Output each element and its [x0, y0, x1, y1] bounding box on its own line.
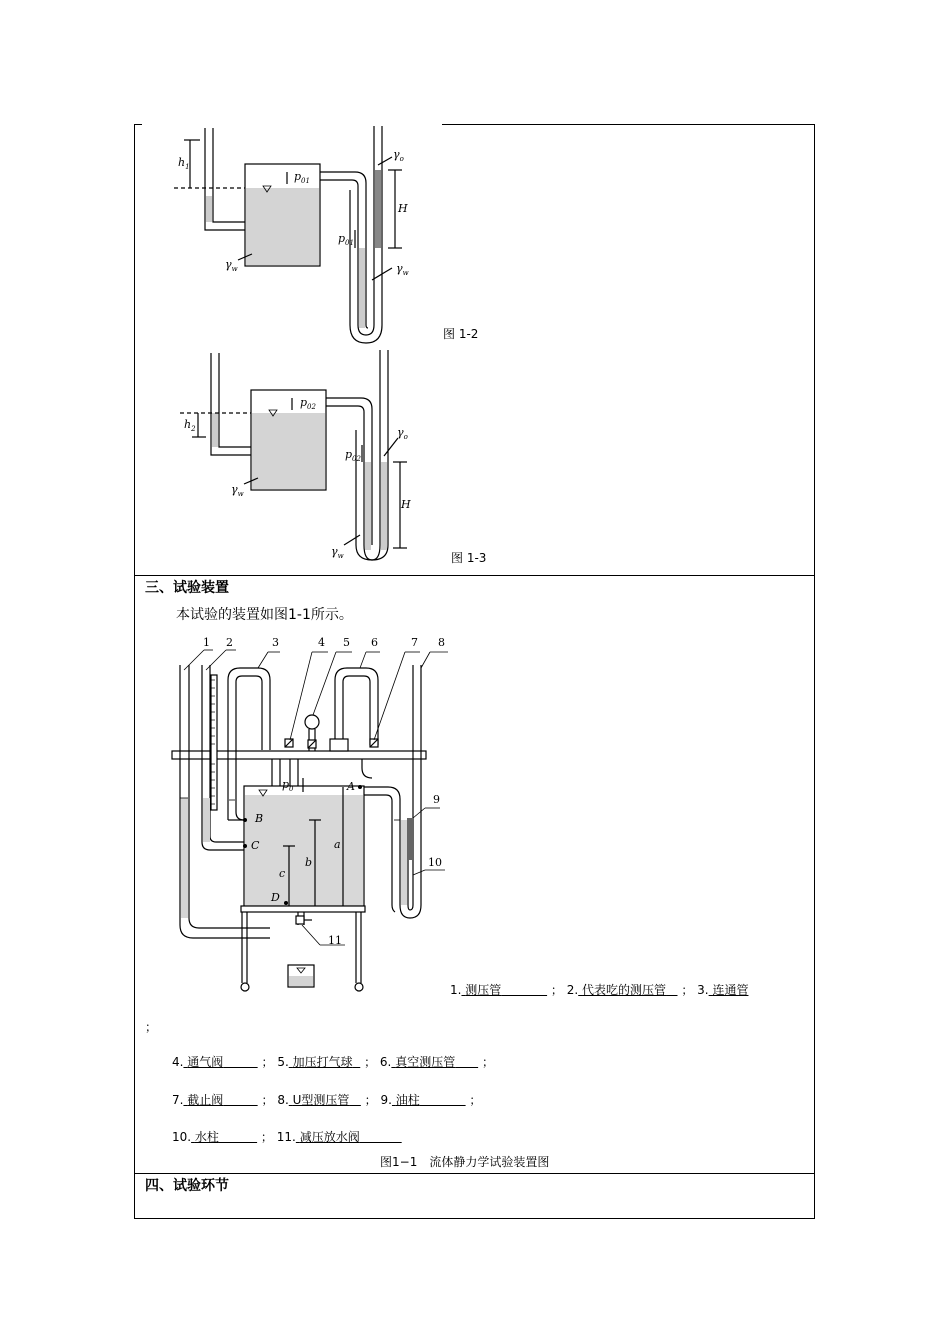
- label-p02-tube: $p_{02}$: [345, 448, 361, 464]
- label-p01-top: $p_{01}$: [294, 170, 310, 186]
- point-C: C: [251, 839, 260, 852]
- label-H-2: H: [401, 498, 411, 511]
- section-3-intro: 本试验的装置如图1-1所示。: [176, 607, 353, 623]
- dim-b: b: [305, 856, 313, 869]
- apparatus-num-6: 6: [371, 636, 378, 649]
- label-gamma-w-tube-2: $\gamma_w$: [331, 545, 344, 561]
- apparatus-num-9: 9: [433, 793, 440, 806]
- point-D: D: [271, 891, 280, 904]
- label-p01-tube: $p_{01}$: [338, 232, 354, 248]
- label-gamma-w-tank: $\gamma_w$: [225, 258, 238, 274]
- legend-line-3: 7. 截止阀 ； 8. U型测压管 ； 9. 油柱 ；: [172, 1093, 482, 1107]
- label-gamma-o: $\gamma_o$: [393, 148, 404, 164]
- apparatus-num-11: 11: [328, 934, 342, 947]
- apparatus-num-3: 3: [272, 636, 279, 649]
- label-p02-top: $p_{02}$: [300, 396, 316, 412]
- label-h2: $h_2$: [184, 418, 196, 434]
- label-gamma-o-2: $\gamma_o$: [397, 426, 408, 442]
- section-3-heading: 三、试验装置: [145, 580, 229, 596]
- legend-line-1-end: ；: [145, 1020, 158, 1034]
- legend-line-1: 1. 测压管 ； 2. 代表吃的测压管 ； 3. 连通管: [450, 983, 749, 997]
- apparatus-num-5: 5: [343, 636, 350, 649]
- apparatus-num-7: 7: [411, 636, 418, 649]
- label-gamma-w-tube: $\gamma_w$: [396, 262, 409, 278]
- apparatus-num-10: 10: [428, 856, 442, 869]
- legend-line-4: 10. 水柱 ； 11. 减压放水阀: [172, 1130, 360, 1144]
- dim-c: c: [279, 867, 286, 880]
- figure-1-3-caption: 图 1-3: [451, 551, 487, 565]
- label-gamma-w-tank-2: $\gamma_w$: [231, 483, 244, 499]
- legend-line-2: 4. 通气阀 ； 5. 加压打气球 ； 6. 真空测压管 ；: [172, 1055, 494, 1069]
- apparatus-num-4: 4: [318, 636, 325, 649]
- figure-1-1-caption: 图1−1 流体静力学试验装置图: [380, 1155, 550, 1169]
- dim-a: a: [334, 838, 341, 851]
- label-h1: $h_1$: [178, 156, 190, 172]
- apparatus-num-1: 1: [203, 636, 210, 649]
- figure-1-2-caption: 图 1-2: [443, 327, 479, 341]
- point-B: B: [255, 812, 264, 825]
- point-A: A: [347, 780, 355, 793]
- label-H: H: [398, 202, 408, 215]
- apparatus-num-2: 2: [226, 636, 233, 649]
- apparatus-num-8: 8: [438, 636, 445, 649]
- section-4-heading: 四、试验环节: [145, 1178, 229, 1194]
- label-p0: $p_0$: [282, 778, 294, 794]
